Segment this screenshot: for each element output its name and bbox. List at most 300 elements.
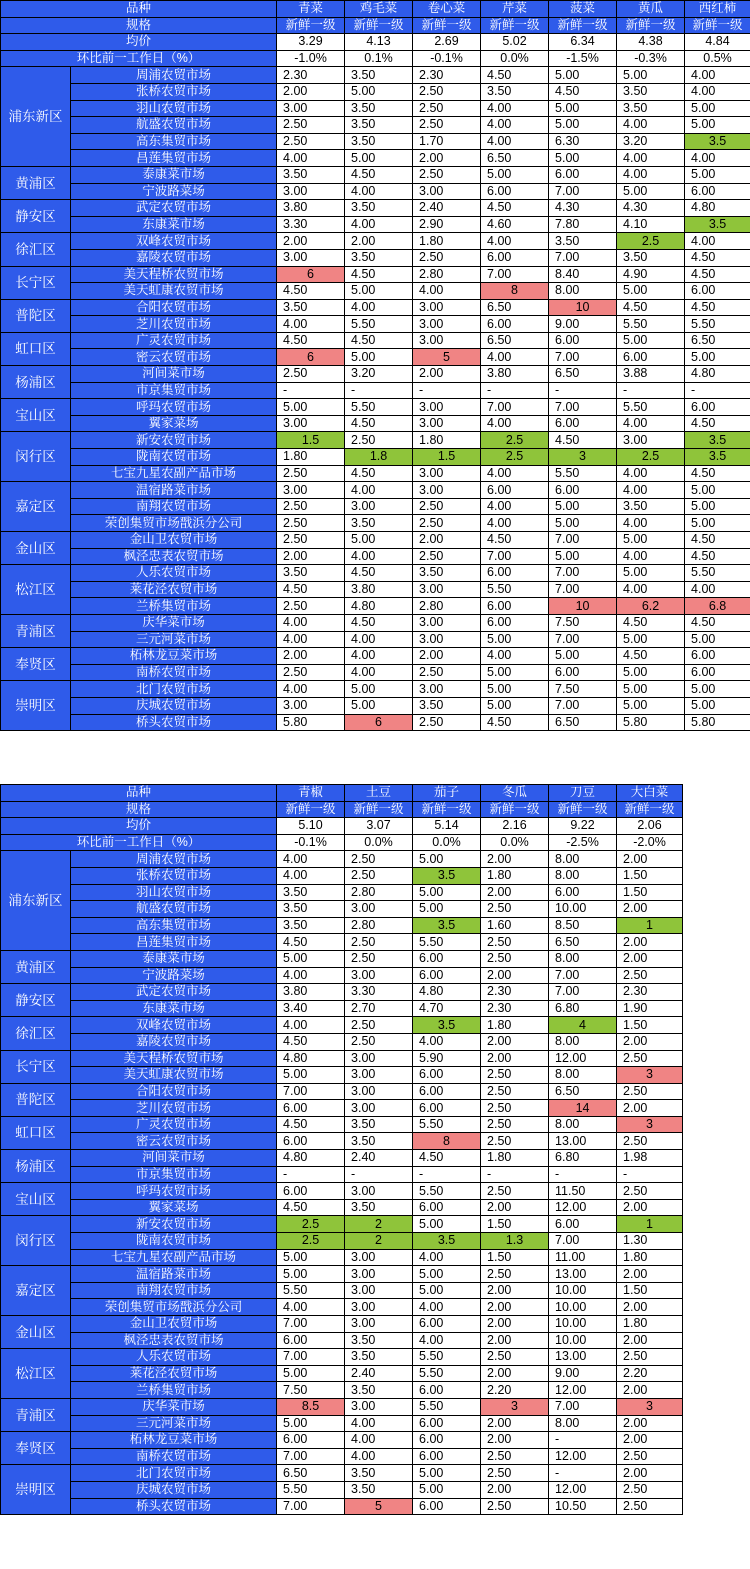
market-row: [1, 465, 750, 482]
district-name: 崇明区: [1, 1465, 71, 1515]
price-cell: 3.50: [617, 100, 685, 117]
price-cell: 2.00: [481, 1199, 549, 1216]
price-cell: 6.80: [549, 1000, 617, 1017]
price-cell: 7.00: [549, 967, 617, 984]
market-name: 航盛农贸市场: [71, 901, 277, 918]
price-cell: 4.00: [481, 133, 549, 150]
price-cell: 4.50: [481, 714, 549, 731]
change-value: -2.5%: [549, 834, 617, 851]
price-cell: 5.00: [549, 100, 617, 117]
market-row: [1, 366, 750, 383]
price-cell: -: [617, 1166, 683, 1183]
market-name: 芝川农贸市场: [71, 1100, 277, 1117]
price-cell: 4.00: [345, 664, 413, 681]
price-cell: 5.00: [685, 515, 750, 532]
market-name: 东康菜市场: [71, 216, 277, 233]
price-cell: 4.60: [481, 216, 549, 233]
price-cell: 4.50: [685, 548, 750, 565]
price-cell: 8.00: [549, 1415, 617, 1432]
district-name: 杨浦区: [1, 366, 71, 399]
market-row: [1, 1382, 683, 1399]
price-cell: 1.50: [617, 1282, 683, 1299]
price-cell: 3.00: [345, 1050, 413, 1067]
price-cell: 2.00: [617, 1100, 683, 1117]
market-row: [1, 867, 683, 884]
price-cell: 3.50: [345, 249, 413, 266]
variety-header-label: 品种: [1, 1, 277, 18]
price-cell: 4.00: [481, 233, 549, 250]
spec-value: 新鲜一级: [413, 801, 481, 818]
spec-value: 新鲜一级: [277, 801, 345, 818]
price-cell: 5.00: [345, 349, 413, 366]
price-cell-low: 3: [549, 449, 617, 466]
market-name: 陇南农贸市场: [71, 1233, 277, 1250]
price-cell: 1.70: [413, 133, 481, 150]
price-cell: 3.50: [277, 299, 345, 316]
variety-name: 卷心菜: [413, 1, 481, 18]
price-cell: 2.00: [617, 1332, 683, 1349]
price-cell: 1.80: [617, 1249, 683, 1266]
price-cell: 2.00: [481, 884, 549, 901]
price-cell: 3.00: [277, 697, 345, 714]
price-cell: 4.00: [617, 465, 685, 482]
price-cell: 3.00: [413, 415, 481, 432]
price-cell: 3.50: [277, 565, 345, 582]
price-cell: 3.00: [413, 681, 481, 698]
market-row: [1, 1133, 683, 1150]
price-cell: 4.00: [685, 83, 750, 100]
variety-name: 土豆: [345, 785, 413, 802]
price-cell: 6.00: [481, 249, 549, 266]
market-name: 三元河菜市场: [71, 631, 277, 648]
price-cell: 4.00: [481, 349, 549, 366]
market-row: [1, 83, 750, 100]
price-cell: 3.00: [277, 482, 345, 499]
district-name: 宝山区: [1, 1183, 71, 1216]
price-cell: 3.00: [413, 631, 481, 648]
price-cell: 2.80: [345, 884, 413, 901]
price-cell: 5.50: [413, 1349, 481, 1366]
price-cell: 6.00: [685, 183, 750, 200]
market-name: 张桥农贸市场: [71, 867, 277, 884]
price-cell: 10.00: [549, 1332, 617, 1349]
market-name: 航盛农贸市场: [71, 117, 277, 134]
price-cell: 8.00: [549, 283, 617, 300]
district-name: 黄浦区: [1, 950, 71, 983]
price-cell: 8.50: [549, 917, 617, 934]
market-row: [1, 1432, 683, 1449]
market-name: 莱花泾农贸市场: [71, 581, 277, 598]
market-name: 金山卫农贸市场: [71, 532, 277, 549]
price-cell: 6.50: [549, 934, 617, 951]
price-cell: 5.00: [413, 1282, 481, 1299]
price-cell: 2.00: [481, 1365, 549, 1382]
market-row: [1, 233, 750, 250]
price-cell: 2.00: [481, 1432, 549, 1449]
price-cell: 1.90: [617, 1000, 683, 1017]
market-name: 嘉陵农贸市场: [71, 1033, 277, 1050]
price-cell: 2.00: [413, 532, 481, 549]
price-cell: 6.50: [481, 299, 549, 316]
market-name: 美天虹康农贸市场: [71, 1067, 277, 1084]
price-cell: 5.00: [277, 1067, 345, 1084]
price-cell: 4.00: [617, 482, 685, 499]
price-cell-low: 3.5: [685, 216, 750, 233]
header-row: [1, 1, 750, 18]
price-cell: 1.80: [413, 233, 481, 250]
price-cell-high: 6.8: [685, 598, 750, 615]
price-cell: 3.00: [413, 316, 481, 333]
price-cell: 5.00: [277, 950, 345, 967]
price-cell: 3.80: [345, 581, 413, 598]
price-cell: 2.50: [481, 1083, 549, 1100]
price-cell: 2.20: [481, 1382, 549, 1399]
price-cell: 6.00: [549, 1216, 617, 1233]
price-cell: 5.50: [685, 565, 750, 582]
variety-name: 青椒: [277, 785, 345, 802]
change-value: 0.0%: [481, 834, 549, 851]
market-row: [1, 1116, 683, 1133]
price-cell: 2.00: [617, 934, 683, 951]
price-cell: 4.80: [277, 1050, 345, 1067]
price-cell: 11.50: [549, 1183, 617, 1200]
price-cell: 6.00: [413, 1100, 481, 1117]
price-cell: 3.50: [549, 233, 617, 250]
price-cell: 3.00: [413, 482, 481, 499]
district-name: 普陀区: [1, 1083, 71, 1116]
price-cell: 4.00: [345, 631, 413, 648]
district-name: 金山区: [1, 1316, 71, 1349]
price-cell: 5.00: [685, 697, 750, 714]
price-cell: 2.50: [617, 1050, 683, 1067]
spec-value: 新鲜一级: [685, 17, 750, 34]
price-cell: 5.00: [685, 482, 750, 499]
market-name: 陇南农贸市场: [71, 449, 277, 466]
price-cell: 5.00: [277, 399, 345, 416]
market-row: [1, 166, 750, 183]
price-cell: 6.00: [277, 1100, 345, 1117]
market-name: 武定农贸市场: [71, 984, 277, 1001]
price-cell: 3.00: [617, 432, 685, 449]
price-cell: 3.00: [277, 415, 345, 432]
market-name: 兰桥集贸市场: [71, 598, 277, 615]
change-row: [1, 834, 683, 851]
price-cell: 3.00: [413, 399, 481, 416]
market-name: 人乐农贸市场: [71, 565, 277, 582]
price-cell: 4.00: [277, 1017, 345, 1034]
market-name: 人乐农贸市场: [71, 1349, 277, 1366]
price-cell: 4.00: [277, 614, 345, 631]
average-price-value: 3.29: [277, 34, 345, 51]
price-cell: 5.00: [345, 83, 413, 100]
price-cell: 5.00: [481, 631, 549, 648]
market-name: 北门农贸市场: [71, 681, 277, 698]
variety-name: 茄子: [413, 785, 481, 802]
price-cell: 4.00: [345, 482, 413, 499]
price-cell: 1.30: [617, 1233, 683, 1250]
price-cell: 5.00: [617, 631, 685, 648]
price-cell: 5.00: [481, 166, 549, 183]
price-cell: 4.50: [345, 332, 413, 349]
price-cell: 4.00: [277, 1299, 345, 1316]
price-cell: 4.00: [277, 867, 345, 884]
price-cell-high: 8: [481, 283, 549, 300]
price-cell: 6.00: [549, 332, 617, 349]
price-cell: 6.50: [549, 714, 617, 731]
market-name: 南翔农贸市场: [71, 1282, 277, 1299]
price-cell: 4.00: [481, 415, 549, 432]
district-name: 静安区: [1, 984, 71, 1017]
price-cell: 6.00: [413, 1382, 481, 1399]
price-cell: 3.30: [345, 984, 413, 1001]
market-name: 柘林龙豆菜市场: [71, 1432, 277, 1449]
price-cell: 2.50: [413, 548, 481, 565]
price-cell: 2.50: [345, 1017, 413, 1034]
market-name: 广灵农贸市场: [71, 1116, 277, 1133]
price-cell: 3.00: [345, 1100, 413, 1117]
district-name: 黄浦区: [1, 166, 71, 199]
price-cell: 6.50: [481, 332, 549, 349]
price-cell: 5.00: [549, 548, 617, 565]
price-cell: 4.00: [617, 581, 685, 598]
district-name: 浦东新区: [1, 67, 71, 167]
market-name: 翼家菜场: [71, 1199, 277, 1216]
price-cell: 6.80: [549, 1150, 617, 1167]
market-row: [1, 150, 750, 167]
price-cell: 2.50: [481, 1465, 549, 1482]
price-cell: 10.00: [549, 1282, 617, 1299]
price-cell: 11.00: [549, 1249, 617, 1266]
market-name: 密云农贸市场: [71, 1133, 277, 1150]
price-cell: 5.50: [413, 934, 481, 951]
price-cell: 2.50: [345, 1033, 413, 1050]
market-row: [1, 1365, 683, 1382]
price-cell: 3.50: [345, 133, 413, 150]
price-cell: 4.50: [277, 332, 345, 349]
average-price-value: 5.14: [413, 818, 481, 835]
price-cell: 5.50: [345, 316, 413, 333]
price-cell: 2.50: [413, 83, 481, 100]
price-cell-high: 6: [277, 349, 345, 366]
price-cell: 2.00: [481, 1299, 549, 1316]
price-cell: 2.00: [617, 1382, 683, 1399]
spec-row: [1, 801, 683, 818]
price-cell: 1.80: [617, 1316, 683, 1333]
price-cell: 7.00: [549, 565, 617, 582]
price-cell-low: 2.5: [481, 449, 549, 466]
price-cell: 5.00: [617, 681, 685, 698]
price-cell: 3.50: [617, 249, 685, 266]
change-value: -0.1%: [277, 834, 345, 851]
price-cell: 3.00: [345, 1249, 413, 1266]
price-cell: 6.00: [413, 950, 481, 967]
price-cell: 5.00: [549, 515, 617, 532]
price-cell: 2.30: [413, 67, 481, 84]
price-cell: 5.50: [413, 1365, 481, 1382]
price-cell: 7.00: [481, 548, 549, 565]
spec-value: 新鲜一级: [413, 17, 481, 34]
market-name: 呼玛农贸市场: [71, 399, 277, 416]
price-cell: 3.80: [481, 366, 549, 383]
market-name: 庆城农贸市场: [71, 697, 277, 714]
district-name: 徐汇区: [1, 233, 71, 266]
market-row: [1, 1349, 683, 1366]
price-cell: 4.50: [277, 1116, 345, 1133]
price-cell-high: 3: [617, 1116, 683, 1133]
market-row: [1, 1033, 683, 1050]
market-row: [1, 1249, 683, 1266]
price-cell: 8.00: [549, 1033, 617, 1050]
variety-name: 鸡毛菜: [345, 1, 413, 18]
price-cell: 2.50: [481, 950, 549, 967]
price-cell: 5.00: [685, 100, 750, 117]
market-row: [1, 316, 750, 333]
spec-value: 新鲜一级: [345, 17, 413, 34]
price-cell: 2.00: [413, 648, 481, 665]
market-row: [1, 183, 750, 200]
variety-name: 大白菜: [617, 785, 683, 802]
price-cell: 3.00: [345, 1183, 413, 1200]
price-cell: 2.50: [481, 901, 549, 918]
market-row: [1, 1316, 683, 1333]
price-cell: 10.00: [549, 901, 617, 918]
price-cell: 3.50: [345, 1349, 413, 1366]
market-row: [1, 581, 750, 598]
price-cell: 5.80: [277, 714, 345, 731]
price-cell: 3.00: [345, 1067, 413, 1084]
district-name: 长宁区: [1, 1050, 71, 1083]
change-value: -1.5%: [549, 50, 617, 67]
spec-value: 新鲜一级: [345, 801, 413, 818]
market-row: [1, 1183, 683, 1200]
price-cell: 4.50: [685, 532, 750, 549]
price-cell: 2.00: [617, 1432, 683, 1449]
price-cell: 3.00: [413, 183, 481, 200]
price-cell: -: [685, 382, 750, 399]
price-cell: 3.00: [345, 1083, 413, 1100]
price-cell: 2.50: [413, 714, 481, 731]
price-cell-high: 8.5: [277, 1398, 345, 1415]
price-cell: 5.00: [617, 664, 685, 681]
price-cell: 2.30: [617, 984, 683, 1001]
price-cell: 4.00: [617, 515, 685, 532]
price-cell: 4.00: [277, 681, 345, 698]
market-row: [1, 984, 683, 1001]
price-cell: 4.80: [277, 1150, 345, 1167]
price-cell-low: 3.5: [685, 449, 750, 466]
price-cell: 1.80: [277, 449, 345, 466]
district-name: 嘉定区: [1, 482, 71, 532]
price-cell-low: 3.5: [413, 917, 481, 934]
change-value: -0.1%: [413, 50, 481, 67]
average-price-value: 2.06: [617, 818, 683, 835]
spec-value: 新鲜一级: [481, 801, 549, 818]
price-cell: 6.00: [549, 884, 617, 901]
market-name: 羽山农贸市场: [71, 100, 277, 117]
price-cell: 5.00: [413, 1266, 481, 1283]
price-cell: 1.50: [481, 1249, 549, 1266]
price-cell: 3.50: [277, 166, 345, 183]
price-cell: 7.00: [277, 1498, 345, 1515]
market-name: 周浦农贸市场: [71, 851, 277, 868]
price-cell: 5.00: [549, 150, 617, 167]
price-cell: 2.50: [481, 1349, 549, 1366]
price-cell: 4.00: [685, 67, 750, 84]
price-cell: 5.50: [345, 399, 413, 416]
price-cell: 4.00: [481, 465, 549, 482]
price-cell: 4.50: [481, 200, 549, 217]
price-cell: 5.00: [549, 498, 617, 515]
price-cell: 2.50: [481, 1100, 549, 1117]
market-row: [1, 249, 750, 266]
price-cell: 4.50: [685, 614, 750, 631]
price-cell: 2.50: [277, 366, 345, 383]
market-row: [1, 631, 750, 648]
price-cell: 3.00: [413, 465, 481, 482]
price-cell: 3.50: [345, 67, 413, 84]
price-cell: 3.00: [413, 299, 481, 316]
market-name: 芝川农贸市场: [71, 316, 277, 333]
price-cell: 7.00: [549, 399, 617, 416]
variety-name: 芹菜: [481, 1, 549, 18]
price-cell: 6.50: [685, 332, 750, 349]
market-row: [1, 532, 750, 549]
price-cell: -: [549, 1166, 617, 1183]
average-price-value: 4.38: [617, 34, 685, 51]
price-cell: 4.50: [345, 565, 413, 582]
price-cell: 4.00: [685, 150, 750, 167]
price-cell: 3.50: [277, 884, 345, 901]
price-cell: -: [549, 1432, 617, 1449]
market-name: 美天虹康农贸市场: [71, 283, 277, 300]
change-value: -2.0%: [617, 834, 683, 851]
price-cell: 4.00: [413, 1033, 481, 1050]
price-cell: 2.50: [617, 1498, 683, 1515]
price-cell-high: 6.2: [617, 598, 685, 615]
market-name: 泰康菜市场: [71, 950, 277, 967]
price-cell: 5.50: [277, 1481, 345, 1498]
price-cell: 5.00: [685, 681, 750, 698]
price-cell: 5.50: [617, 399, 685, 416]
price-cell: 7.00: [549, 249, 617, 266]
price-cell: 2.00: [481, 1050, 549, 1067]
price-cell: 4.30: [549, 200, 617, 217]
variety-name: 青菜: [277, 1, 345, 18]
variety-name: 黄瓜: [617, 1, 685, 18]
price-cell: 2.70: [345, 1000, 413, 1017]
price-cell: 6.50: [549, 366, 617, 383]
price-cell: 2.50: [617, 1481, 683, 1498]
price-cell: 6.00: [481, 316, 549, 333]
district-name: 闵行区: [1, 432, 71, 482]
market-name: 莱花泾农贸市场: [71, 1365, 277, 1382]
market-name: 枫泾忠表农贸市场: [71, 1332, 277, 1349]
market-row: [1, 1067, 683, 1084]
price-cell: 2.50: [413, 117, 481, 134]
price-cell: 3.00: [277, 249, 345, 266]
price-cell-low: 1.5: [413, 449, 481, 466]
price-cell: 7.00: [277, 1316, 345, 1333]
market-name: 庆城农贸市场: [71, 1481, 277, 1498]
price-cell: 6.00: [685, 399, 750, 416]
market-row: [1, 498, 750, 515]
price-cell: 2.50: [277, 598, 345, 615]
price-cell: 4.00: [277, 631, 345, 648]
price-cell: 5.00: [617, 532, 685, 549]
price-cell: 4.00: [685, 581, 750, 598]
price-cell: 4.50: [277, 934, 345, 951]
price-cell: 6.00: [481, 565, 549, 582]
